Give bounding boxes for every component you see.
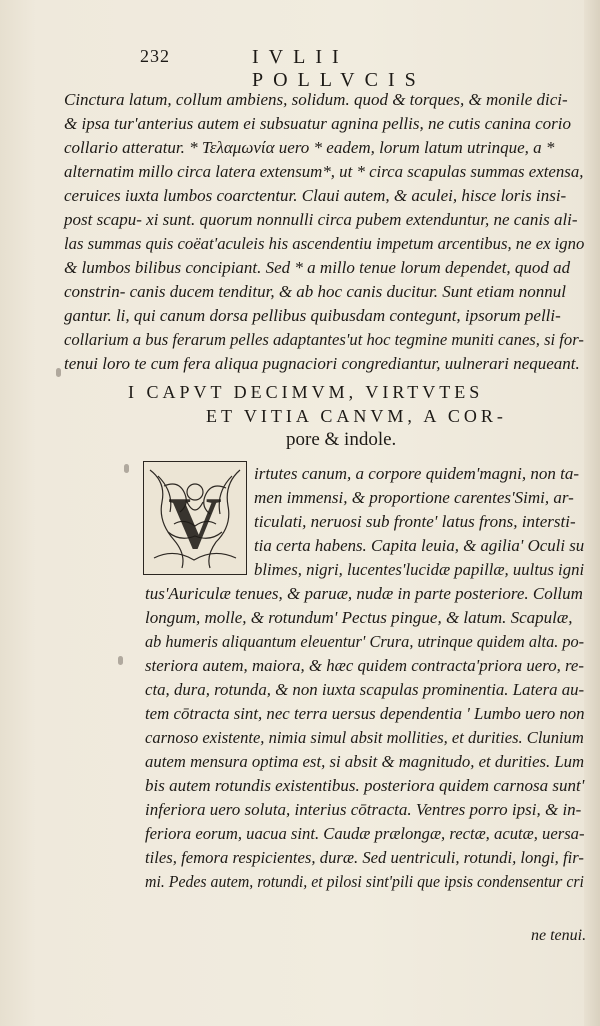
- ink-smudge: [56, 368, 61, 377]
- text-line: irtutes canum, a corpore quidem'magni, non ta-: [254, 464, 580, 483]
- text-line: tiles, femora respicientes, duræ. Sed uentriculi, rotundi, longi, fir-: [145, 848, 584, 867]
- ink-smudge: [118, 656, 123, 665]
- text-line: blimes, nigri, lucentes'lucidæ papillæ, uultus igni: [254, 560, 585, 579]
- text-line: tus'Auriculæ tenues, & paruæ, nudæ in parte posteriore. Collum: [145, 584, 583, 603]
- running-head: [140, 46, 520, 91]
- text-line: men immensi, & proportione carentes'Simi, ar-: [254, 488, 574, 507]
- text-line: longum, molle, & rotundum' Pectus pingue, & latum. Scapulæ,: [145, 608, 573, 627]
- woodcut-initial-icon: [144, 462, 246, 574]
- text-line: post scapu- xi sunt. quorum nonnulli circa pubem extenduntur, ne canis ali-: [64, 210, 578, 229]
- text-line: constrin- canis ducem tenditur, & ab hoc canis ducitur. Sunt etiam nonnul: [64, 282, 566, 301]
- chapter-heading: ET VITIA CANVM, A COR-: [206, 406, 507, 426]
- ink-smudge: [124, 464, 129, 473]
- text-line: feriora eorum, uacua sint. Caudæ prælongæ, rectæ, acutæ, uersa-: [145, 824, 585, 843]
- text-line: cta, dura, rotunda, & non iuxta scapulas prominentia. Latera au-: [145, 680, 585, 699]
- text-line: inferiora uero soluta, interius cōtracta. Ventres porro ipsi, & in-: [145, 800, 582, 819]
- text-line: autem mensura optima est, si absit & magnitudo, et durities. Lum: [145, 752, 585, 771]
- text-line: tia certa habens. Capita leuia, & agilia' Oculi su: [254, 536, 585, 555]
- running-title: IVLII POLLVCIS: [252, 46, 426, 91]
- text-line: ab humeris aliquantum eleuentur' Crura, utrinque quidem alta. po-: [145, 632, 585, 651]
- text-line: & ipsa tur'anterius autem ei subsuatur agnina pellis, ne cutis canina corio: [64, 114, 572, 133]
- text-line: steriora autem, maiora, & hæc quidem contracta'priora uero, re-: [145, 656, 584, 675]
- text-line: ceruices iuxta lumbos coarctentur. Claui autem, & aculei, hisce loris insi-: [64, 186, 567, 205]
- chapter-heading: I CAPVT DECIMVM, VIRTVTES: [128, 382, 484, 402]
- text-line: & lumbos bilibus concipiant. Sed * a millo tenue lorum dependet, quod ad: [64, 258, 571, 277]
- paragraph-end: ne tenui.: [531, 927, 587, 944]
- chapter-heading: pore & indole.: [286, 429, 397, 450]
- decorated-initial: [143, 461, 247, 575]
- text-line: carnoso existente, nimia simul absit mollities, et durities. Clunium: [145, 728, 584, 747]
- text-line: las summas quis coëat'aculeis his ascendentiu impetum arcentibus, ne ex igno: [64, 234, 585, 253]
- text-line: collario atteratur. * Τελαμωνία uero * eadem, lorum latum utrinque, a *: [64, 138, 555, 157]
- text-line: Cinctura latum, collum ambiens, solidum. quod & torques, & monile dici-: [64, 90, 568, 109]
- text-line: ticulati, neruosi sub fronte' latus frons, intersti-: [254, 512, 576, 531]
- text-line: tenui loro te cum fera aliqua pugnaciori congrediantur, uulnerari nequeant.: [64, 354, 580, 373]
- text-line: mi. Pedes autem, rotundi, et pilosi sint'pili que ipsis condensentur cri: [145, 872, 584, 891]
- text-line: gantur. li, qui canum dorsa pellibus quibusdam contegunt, ipsorum pelli-: [64, 306, 561, 325]
- svg-text:V: V: [168, 483, 222, 565]
- page-gutter: [584, 0, 600, 1026]
- text-line: tem cōtracta sint, nec terra uersus dependentia ' Lumbo uero non: [145, 704, 585, 723]
- text-line: bis autem rotundis existentibus. posteriora quidem carnosa sunt': [145, 776, 585, 795]
- text-line: alternatim millo circa latera extensum*, ut * circa scapulas summas extensa,: [64, 162, 584, 181]
- page-number: 232: [140, 46, 170, 66]
- text-line: collarium a bus ferarum pelles adaptantes'ut hoc tegmine muniti canes, si for-: [64, 330, 584, 349]
